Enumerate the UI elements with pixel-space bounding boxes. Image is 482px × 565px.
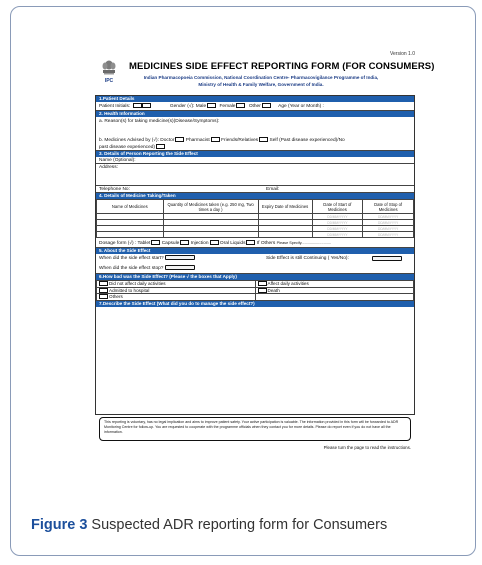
severity-checkbox[interactable] [258, 288, 267, 293]
continuing-input[interactable] [372, 256, 402, 261]
consumer-adr-form [89, 47, 435, 465]
table-row [97, 232, 414, 238]
oral-liquids-checkbox[interactable] [246, 240, 255, 245]
patient-initials-label: Patient Initials: [99, 104, 131, 109]
severity-table [96, 280, 414, 301]
severity-checkbox[interactable] [99, 288, 108, 293]
section-severity: 6.How bad was the Side Effect? (Please √ the boxes that Apply) [96, 274, 414, 280]
severity-checkbox[interactable] [99, 281, 108, 286]
svg-text:IPC: IPC [104, 78, 114, 84]
date-hint[interactable]: DD/MM/YYYY [363, 232, 414, 238]
doctor-checkbox[interactable] [175, 137, 184, 142]
dosage-form-row [96, 238, 414, 248]
oral-liquids-label: Oral Liquids [219, 241, 246, 246]
figure-frame [10, 6, 476, 556]
friends-checkbox[interactable] [259, 137, 268, 142]
reporter-name-row [96, 157, 414, 164]
section-patient-details: 1.Patient Details [96, 96, 414, 102]
severity-empty [255, 294, 414, 301]
table-cell[interactable] [97, 232, 164, 238]
section-side-effect: 5. About the Side Effect [96, 248, 414, 254]
reporter-address-label: Address: [99, 165, 118, 170]
tablet-label: Tablet [137, 241, 151, 246]
figure-caption [31, 517, 387, 533]
date-hint[interactable]: DD/MM/YYYY [312, 220, 363, 226]
patient-initials-box[interactable] [133, 103, 142, 108]
reporter-name-label: Name (Optional): [99, 158, 136, 163]
table-cell[interactable] [258, 232, 312, 238]
pharmacist-checkbox[interactable] [211, 137, 220, 142]
advised-row [96, 137, 414, 151]
severity-label: Admitted to hospital [109, 287, 150, 293]
date-hint[interactable]: DD/MM/YYYY [363, 226, 414, 232]
email-label: Email: [266, 187, 280, 192]
side-effect-start-row [96, 254, 414, 264]
date-hint[interactable]: DD/MM/YYYY [312, 226, 363, 232]
table-cell[interactable] [163, 232, 258, 238]
start-date-input[interactable] [165, 255, 195, 260]
friends-label: Friends/Relatives [221, 137, 259, 143]
dosage-form-label: Dosage form (√) : [99, 241, 137, 246]
reason-label: a. Reason(s) for taking medicine(s)(Disease/Symptoms): [99, 119, 220, 124]
reason-row [96, 117, 414, 137]
past-disease-checkbox[interactable] [156, 144, 165, 149]
caption-text: Suspected ADR reporting form for Consumers [87, 517, 388, 533]
continuing-label: Side Effect is still Continuing ( Yes/No): [266, 256, 349, 261]
section-health-information: 2. Health Information [96, 111, 414, 117]
severity-checkbox[interactable] [258, 281, 267, 286]
date-hint[interactable]: DD/MM/YYYY [312, 232, 363, 238]
section-medicine-details: 4. Details of Medicine Taking/Taken [96, 193, 414, 199]
figure-label: Figure 3 [31, 517, 88, 533]
severity-label: Death [267, 287, 280, 293]
past-disease-label: past disease experienced) [99, 144, 155, 150]
female-label: Female [219, 104, 236, 109]
reporter-address-row [96, 164, 414, 186]
col-expiry: Expiry Date of Medicines [258, 200, 312, 214]
capsule-checkbox[interactable] [180, 240, 189, 245]
date-hint[interactable]: DD/MM/YYYY [363, 220, 414, 226]
patient-details-row [96, 102, 414, 111]
specify-label: Please Specify............................ [276, 241, 331, 245]
severity-label: Affect daily activities [267, 281, 309, 287]
age-label: Age (Year or Month) : [278, 104, 324, 109]
form-title: MEDICINES SIDE EFFECT REPORTING FORM (FOR CONSUMERS) [129, 61, 435, 72]
start-label: When did the side effect start? [99, 256, 164, 261]
reporter-contact-row [96, 186, 414, 193]
date-hint[interactable]: DD/MM/YYYY [312, 214, 363, 220]
male-checkbox[interactable] [207, 103, 216, 108]
form-subtitle-line2: Ministry of Health & Family Welfare, Government of India. [198, 82, 324, 87]
patient-initials-box[interactable] [142, 103, 151, 108]
capsule-label: Capsule [161, 241, 180, 246]
side-effect-stop-row [96, 264, 414, 274]
gender-label: Gender (√): [169, 104, 195, 109]
others-label: If Others [256, 241, 276, 246]
advised-by-label: b. Medicines Advised by (√): Doctor [99, 137, 175, 143]
section-reporter-details: 3. Details of Person Reporting the Side Effect [96, 151, 414, 157]
stop-date-input[interactable] [165, 265, 195, 270]
form-subtitle-line1: Indian Pharmacopoeia Commission, National Coordination Centre- Pharmacovigilance Programme of India, [143, 75, 379, 80]
describe-side-effect-area[interactable] [96, 307, 414, 365]
severity-label: Did not affect daily activities [109, 281, 166, 287]
self-label: Self (Past disease experienced)/No [269, 137, 345, 143]
col-stop-date: Date of Stop of Medicines [363, 200, 414, 214]
severity-checkbox[interactable] [99, 294, 108, 299]
injection-checkbox[interactable] [210, 240, 219, 245]
col-start-date: Date of Start of Medicines [312, 200, 363, 214]
form-version: Version 1.0 [389, 51, 415, 57]
other-label: Other [248, 104, 261, 109]
telephone-label: Telephone No: [99, 187, 130, 192]
pharmacist-label: Pharmacist [185, 137, 210, 143]
tablet-checkbox[interactable] [151, 240, 160, 245]
table-row [97, 294, 414, 301]
medicine-table-header [97, 200, 414, 214]
form-body [95, 95, 415, 415]
col-quantity: Quantity of Medicines taken (e.g. 250 mg, Two times a day ) [163, 200, 258, 214]
injection-label: Injection [190, 241, 209, 246]
turn-page-note: Please turn the page to read the instructions. [323, 445, 411, 450]
other-checkbox[interactable] [262, 103, 271, 108]
disclaimer-box: This reporting is voluntary, has no legal implication and aims to improve patient safety. Your active participation is valuable. The information provided in this form will be forwarded to ADR Monitoring Centre for follow-up. You are requested to cooperate with the programme officials when they contact you for more details. Please do report even if you do not have all the information. [99, 417, 411, 441]
severity-option[interactable] [97, 294, 256, 301]
stop-label: When did the side effect stop? [99, 266, 164, 271]
section-describe-side-effect: 7.Describe the Side Effect (What did you do to manage the side effect?) [96, 301, 414, 307]
medicine-table [96, 199, 414, 238]
female-checkbox[interactable] [236, 103, 245, 108]
male-label: Male [195, 104, 207, 109]
date-hint[interactable]: DD/MM/YYYY [363, 214, 414, 220]
col-medicine-name: Name of Medicines [97, 200, 164, 214]
severity-label: Others [109, 294, 123, 300]
